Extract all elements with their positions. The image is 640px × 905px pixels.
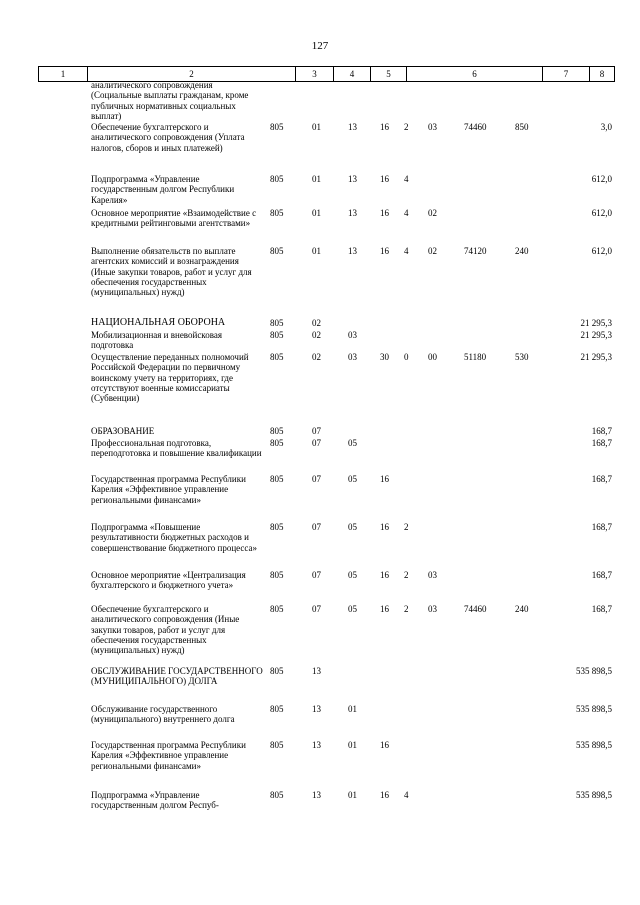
row-name: Профессиональная подготовка, переподготовка и повышение квалификации (91, 438, 262, 459)
table-row (0, 174, 640, 208)
row-subsection: 05 (348, 438, 357, 448)
table-row (0, 330, 640, 352)
row-csr-subprogram: 4 (404, 790, 409, 800)
row-csr-program: 16 (380, 570, 389, 580)
row-csr-program: 16 (380, 474, 389, 484)
row-section: 07 (312, 604, 321, 614)
row-subsection: 01 (348, 740, 357, 750)
table-row (0, 426, 640, 438)
row-section: 07 (312, 426, 321, 436)
row-name: Обслуживание государственного (муниципального) внутреннего долга (91, 704, 235, 725)
row-csr-program: 16 (380, 522, 389, 532)
row-name: Подпрограмма «Управление государственным долгом Республики Карелия» (91, 174, 235, 205)
row-csr-program: 16 (380, 790, 389, 800)
row-expense-type: 530 (515, 352, 529, 362)
row-subsection: 03 (348, 330, 357, 340)
row-section: 13 (312, 666, 321, 676)
row-name: НАЦИОНАЛЬНАЯ ОБОРОНА (91, 317, 226, 328)
row-sum: 612,0 (591, 246, 612, 256)
row-name: Основное мероприятие «Централизация бухгалтерского и бюджетного учета» (91, 570, 246, 591)
table-body (0, 80, 640, 814)
row-section: 13 (312, 740, 321, 750)
row-csr-event: 00 (428, 352, 437, 362)
row-name: Государственная программа Республики Карелия «Эффективное управление региональными финансами» (91, 740, 246, 771)
row-csr-direction: 74120 (464, 246, 487, 256)
table-row (0, 790, 640, 814)
row-section: 13 (312, 790, 321, 800)
row-subsection: 05 (348, 570, 357, 580)
page-number: 127 (311, 40, 329, 52)
row-admin: 805 (270, 174, 284, 184)
row-name: Государственная программа Республики Карелия «Эффективное управление региональными финансами» (91, 474, 246, 505)
row-admin: 805 (270, 704, 284, 714)
row-sum: 168,7 (591, 426, 612, 436)
row-csr-program: 16 (380, 604, 389, 614)
row-csr-direction: 74460 (464, 604, 487, 614)
row-subsection: 01 (348, 790, 357, 800)
row-csr-subprogram: 4 (404, 208, 409, 218)
row-expense-type: 240 (515, 246, 529, 256)
row-name: Подпрограмма «Повышение результативности бюджетных расходов и совершенствование бюджетного процесса» (91, 522, 257, 553)
row-sum: 21 295,3 (580, 352, 612, 362)
row-subsection: 05 (348, 604, 357, 614)
row-section: 07 (312, 570, 321, 580)
table-row (0, 474, 640, 522)
row-csr-program: 16 (380, 122, 389, 132)
row-section: 01 (312, 174, 321, 184)
row-section: 13 (312, 704, 321, 714)
row-csr-subprogram: 4 (404, 174, 409, 184)
table-row (0, 740, 640, 790)
row-section: 02 (312, 318, 321, 328)
row-csr-subprogram: 4 (404, 246, 409, 256)
header-col-3: 3 (296, 67, 334, 81)
row-expense-type: 850 (515, 122, 529, 132)
row-csr-subprogram: 2 (404, 604, 409, 614)
row-sum: 168,7 (591, 604, 612, 614)
row-admin: 805 (270, 352, 284, 362)
row-section: 07 (312, 474, 321, 484)
row-csr-subprogram: 2 (404, 122, 409, 132)
row-admin: 805 (270, 740, 284, 750)
table-row (0, 522, 640, 570)
row-admin: 805 (270, 208, 284, 218)
row-csr-event: 02 (428, 246, 437, 256)
header-col-2: 2 (88, 67, 296, 81)
row-admin: 805 (270, 122, 284, 132)
row-csr-event: 03 (428, 122, 437, 132)
row-sum: 168,7 (591, 474, 612, 484)
row-admin: 805 (270, 604, 284, 614)
header-col-8: 8 (590, 67, 615, 81)
row-admin: 805 (270, 330, 284, 340)
row-sum: 535 898,5 (576, 666, 612, 676)
table-row (0, 704, 640, 740)
row-csr-program: 16 (380, 740, 389, 750)
row-sum: 535 898,5 (576, 704, 612, 714)
row-subsection: 13 (348, 122, 357, 132)
row-csr-program: 16 (380, 174, 389, 184)
row-section: 01 (312, 122, 321, 132)
header-col-5: 5 (371, 67, 407, 81)
row-subsection: 05 (348, 522, 357, 532)
row-section: 07 (312, 438, 321, 448)
row-csr-event: 03 (428, 570, 437, 580)
row-name: Подпрограмма «Управление государственным долгом Респуб- (91, 790, 219, 811)
row-subsection: 13 (348, 174, 357, 184)
row-name: Мобилизационная и вневойсковая подготовка (91, 330, 222, 351)
row-csr-event: 02 (428, 208, 437, 218)
table-row (0, 122, 640, 174)
row-admin: 805 (270, 570, 284, 580)
table-row (0, 570, 640, 604)
row-name: аналитического сопровождения (Социальные выплаты гражданам, кроме публичных нормативных социальных выплат) (91, 80, 249, 121)
row-name: ОБРАЗОВАНИЕ (91, 426, 155, 436)
row-sum: 168,7 (591, 522, 612, 532)
row-name: Обеспечение бухгалтерского и аналитического сопровождения (Иные закупки товаров, работ и услуг для обеспечения государственных (муниципальных) нужд) (91, 604, 240, 656)
row-csr-program: 30 (380, 352, 389, 362)
row-name: ОБСЛУЖИВАНИЕ ГОСУДАРСТВЕННОГО (МУНИЦИПАЛЬНОГО) ДОЛГА (91, 666, 263, 687)
row-csr-event: 03 (428, 604, 437, 614)
row-admin: 805 (270, 318, 284, 328)
row-admin: 805 (270, 790, 284, 800)
row-subsection: 03 (348, 352, 357, 362)
table-row (0, 666, 640, 704)
row-expense-type: 240 (515, 604, 529, 614)
table-row (0, 80, 640, 122)
row-name: Обеспечение бухгалтерского и аналитического сопровождения (Уплата налогов, сборов и иных платежей) (91, 122, 245, 153)
row-name: Выполнение обязательств по выплате агентских комиссий и вознаграждения (Иные закупки товаров, работ и услуг для обеспечения государственных (муниципальных) нужд) (91, 246, 252, 298)
row-sum: 168,7 (591, 570, 612, 580)
row-section: 02 (312, 330, 321, 340)
row-admin: 805 (270, 438, 284, 448)
row-sum: 535 898,5 (576, 740, 612, 750)
header-col-4: 4 (334, 67, 371, 81)
row-csr-program: 16 (380, 246, 389, 256)
row-admin: 805 (270, 474, 284, 484)
table-row (0, 318, 640, 330)
row-sum: 535 898,5 (576, 790, 612, 800)
row-subsection: 01 (348, 704, 357, 714)
row-sum: 3,0 (600, 122, 612, 132)
row-admin: 805 (270, 426, 284, 436)
row-section: 07 (312, 522, 321, 532)
table-row (0, 438, 640, 474)
row-section: 02 (312, 352, 321, 362)
row-admin: 805 (270, 246, 284, 256)
row-subsection: 13 (348, 208, 357, 218)
row-section: 01 (312, 208, 321, 218)
table-row (0, 246, 640, 318)
row-csr-subprogram: 2 (404, 522, 409, 532)
row-admin: 805 (270, 522, 284, 532)
row-name: Основное мероприятие «Взаимодействие с кредитными рейтинговыми агентствами» (91, 208, 257, 229)
row-csr-program: 16 (380, 208, 389, 218)
row-csr-subprogram: 0 (404, 352, 409, 362)
row-sum: 21 295,3 (580, 330, 612, 340)
row-csr-subprogram: 2 (404, 570, 409, 580)
row-sum: 21 295,3 (580, 318, 612, 328)
row-sum: 612,0 (591, 208, 612, 218)
row-csr-direction: 51180 (464, 352, 487, 362)
row-csr-direction: 74460 (464, 122, 487, 132)
header-col-1: 1 (39, 67, 88, 81)
row-subsection: 13 (348, 246, 357, 256)
row-sum: 168,7 (591, 438, 612, 448)
row-subsection: 05 (348, 474, 357, 484)
table-row (0, 352, 640, 426)
header-col-6: 6 (407, 67, 543, 81)
row-name: Осуществление переданных полномочий Российской Федерации по первичному воинскому учету на территориях, где отсутствуют военные комиссариаты (Субвенции) (91, 352, 249, 404)
table-row (0, 604, 640, 666)
table-row (0, 208, 640, 246)
header-col-7: 7 (543, 67, 590, 81)
row-section: 01 (312, 246, 321, 256)
row-admin: 805 (270, 666, 284, 676)
row-sum: 612,0 (591, 174, 612, 184)
